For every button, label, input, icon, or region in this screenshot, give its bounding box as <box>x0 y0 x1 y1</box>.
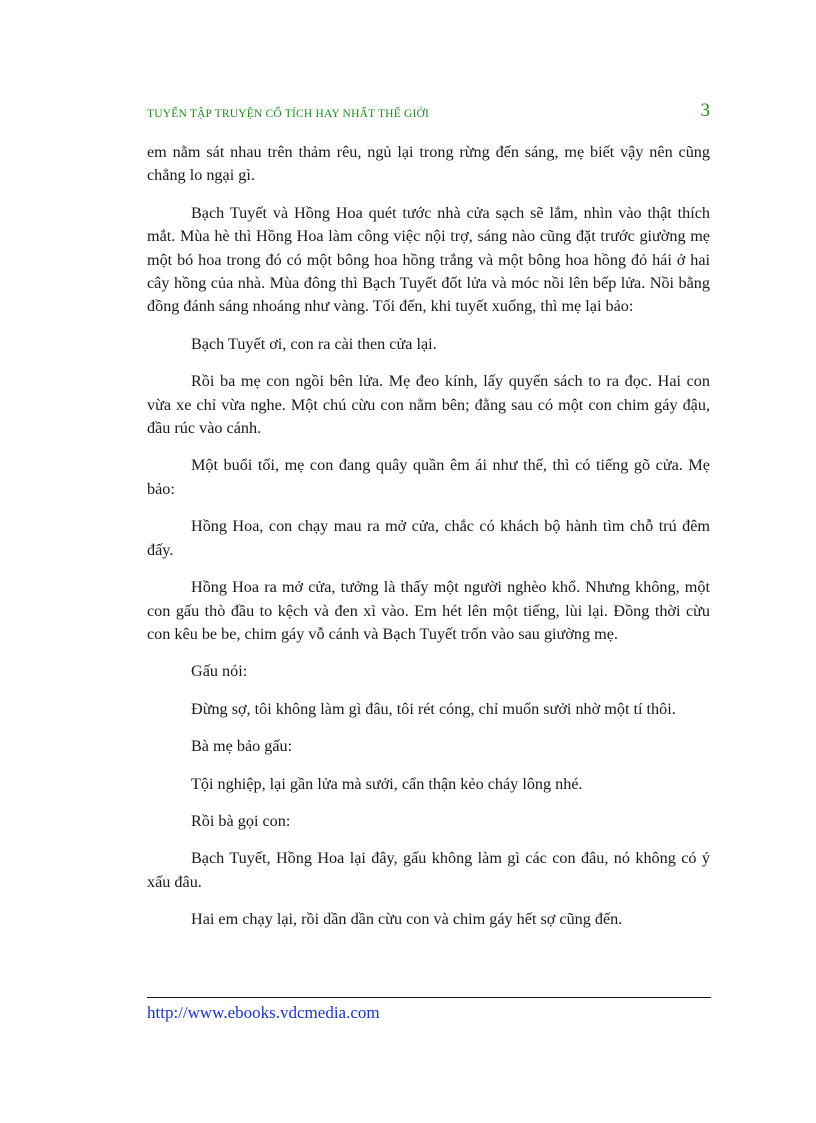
paragraph: Một buổi tối, mẹ con đang quây quần êm ái như thế, thì có tiếng gõ cửa. Mẹ bảo: <box>147 456 710 498</box>
paragraph: Hai em chạy lại, rồi dần dần cừu con và chim gáy hết sợ cũng đến. <box>191 910 623 929</box>
paragraph: Bạch Tuyết và Hồng Hoa quét tước nhà cửa sạch sẽ lắm, nhìn vào thật thích mắt. Mùa hè thì Hồng Hoa làm công việc nội trợ, sáng nào cũng đặt trước giường mẹ một bó hoa trong đó có một bông hoa hồng trắng và một bông hoa hồng đỏ hái ở hai cây hồng của nhà. Mùa đông thì Bạch Tuyết đốt lửa và móc nồi lên bếp lửa. Nồi bằng đồng đánh sáng nhoáng như vàng. Tối đến, khi tuyết xuống, thì mẹ lại bảo: <box>147 203 710 316</box>
paragraph: Rồi bà gọi con: <box>191 811 291 830</box>
paragraph-continued: em nằm sát nhau trên thảm rêu, ngủ lại trong rừng đến sáng, mẹ biết vậy nên cũng chẳng lo ngại gì. <box>147 143 710 185</box>
paragraph: Bà mẹ bảo gấu: <box>191 737 293 756</box>
book-title: TUYỂN TẬP TRUYỆN CỔ TÍCH HAY NHẤT THẾ GIỚI <box>147 108 430 120</box>
paragraph: Hồng Hoa, con chạy mau ra mở cửa, chắc có khách bộ hành tìm chỗ trú đêm đấy. <box>147 517 710 559</box>
paragraph: Bạch Tuyết, Hồng Hoa lại đây, gấu không làm gì các con đâu, nó không có ý xấu đâu. <box>147 849 710 891</box>
paragraph: Tội nghiệp, lại gần lửa mà sưởi, cẩn thận kẻo cháy lông nhé. <box>191 774 583 793</box>
paragraph: Rồi ba mẹ con ngồi bên lửa. Mẹ đeo kính, lấy quyển sách to ra đọc. Hai con vừa xe chỉ vừa nghe. Một chú cừu con nằm bên; đằng sau có một con chim gáy đậu, đầu rúc vào cánh. <box>147 372 710 438</box>
story-body <box>147 141 710 946</box>
paragraph: Hồng Hoa ra mở cửa, tưởng là thấy một người nghèo khổ. Nhưng không, một con gấu thò đầu to kệch và đen xì vào. Em hét lên một tiếng, lùi lại. Đồng thời cừu con kêu be be, chim gáy vỗ cánh và Bạch Tuyết trốn vào sau giường mẹ. <box>147 578 710 643</box>
paragraph: Gấu nói: <box>191 662 248 681</box>
footer-divider <box>147 997 711 998</box>
page-header <box>147 100 710 126</box>
paragraph: Bạch Tuyết ơi, con ra cài then cửa lại. <box>191 334 437 353</box>
footer-url-link[interactable]: http://www.ebooks.vdcmedia.com <box>147 1003 380 1022</box>
paragraph: Đừng sợ, tôi không làm gì đâu, tôi rét cóng, chỉ muốn sưởi nhờ một tí thôi. <box>191 699 676 718</box>
page-number: 3 <box>700 100 710 121</box>
